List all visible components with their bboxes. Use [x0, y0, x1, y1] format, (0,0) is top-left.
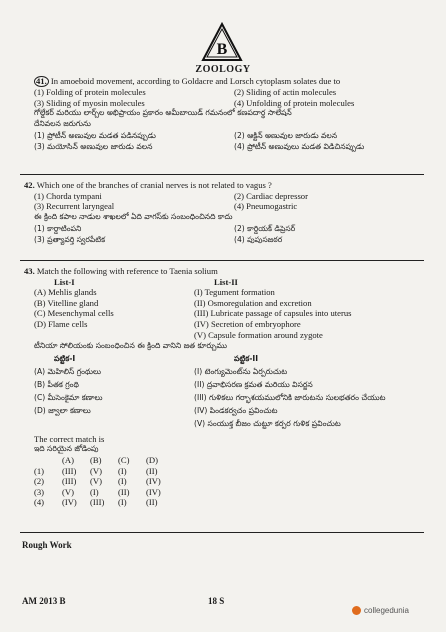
option-4: (4) Pneumogastric: [234, 201, 298, 212]
list-2-item: (II) Osmoregulation and excretion: [194, 297, 312, 308]
option-2: (2) Sliding of actin molecules: [234, 87, 337, 97]
question-text: In amoeboid movement, according to Goldacre and Lorsch cytoplasm solates due to: [50, 76, 341, 86]
row-number: (4): [34, 497, 45, 508]
question-text: Which one of the branches of cranial nerves is not related to vagus ?: [36, 180, 272, 190]
row-number: (1): [34, 465, 45, 476]
option-te-4: (4) పుపుసజఠర: [234, 234, 283, 244]
table-cell: (I): [118, 465, 127, 476]
list-2-title-te: పట్టిక-II: [234, 353, 259, 363]
option-1: (1) Chorda tympani: [34, 190, 102, 201]
list-2-title: List-II: [214, 276, 238, 287]
table-cell: (IV): [146, 476, 161, 487]
match-lists-te: [24, 352, 444, 430]
correct-match-label-te: ఇది సరియైన జోడింపు: [34, 444, 99, 454]
table-cell: (I): [118, 497, 127, 508]
paper-code: AM 2013 B: [22, 596, 66, 606]
option-1: (1) Folding of protein molecules: [34, 87, 146, 97]
divider: [20, 532, 424, 533]
list-2-item-te: (II) ద్రవాభిసరణ క్రమత మరియు విసర్జన: [194, 379, 313, 389]
list-1-item: (D) Flame cells: [34, 318, 88, 329]
list-2-item: (V) Capsule formation around zygote: [194, 329, 323, 340]
list-1-item-te: (B) పీతక గ్రంథి: [34, 379, 79, 389]
question-41: [34, 76, 424, 153]
match-table: [24, 455, 444, 508]
option-4: (4) Unfolding of protein molecules: [234, 97, 355, 108]
list-2-item-te: (I) టెంగ్యుమెంట్‌ను ఏర్పరుచుట: [194, 366, 288, 376]
option-te-2: (2) కార్డియక్ డిప్రెసర్: [234, 224, 296, 234]
question-text-te-2: దేనివలన జరుగును: [34, 118, 91, 128]
collegedunia-logo-icon: [352, 606, 361, 615]
list-1-item-te: (D) జ్వాలా కణాలు: [34, 405, 91, 415]
match-lists-en: [24, 277, 444, 341]
question-42: [24, 180, 424, 246]
set-letter: B: [216, 41, 228, 58]
subject-title: ZOOLOGY: [195, 64, 251, 75]
list-2-item: (IV) Secretion of embryophore: [194, 318, 301, 329]
table-cell: (II): [146, 465, 158, 476]
watermark: [352, 606, 409, 615]
question-text-te-1: గోల్డేకర్ మరియు లార్చ్‌ల అభిప్రాయం ప్రకారం అమీబాయిడ్ గమనంలో కణపదార్థ సాలేషన్: [34, 108, 292, 118]
option-3: (3) Sliding of myosin molecules: [34, 97, 145, 108]
list-1-title: List-I: [54, 276, 75, 287]
option-te-4: (4) ప్రోటీన్ అణువులు మడత విడిచినప్పుడు: [234, 141, 365, 151]
table-cell: (IV): [146, 486, 161, 497]
question-number: 43.: [24, 266, 35, 276]
question-text: Match the following with reference to Taenia solium: [36, 266, 218, 276]
watermark-text: collegedunia: [364, 606, 409, 615]
table-cell: (III): [90, 497, 105, 508]
list-2: [194, 287, 434, 340]
table-corner: [34, 455, 56, 466]
question-text-te: టీనియా సోలియంకు సంబంధించిన ఈ క్రింది వానిని జత కూర్చుము: [34, 341, 228, 351]
question-43: [24, 266, 444, 508]
question-number: 41.: [36, 76, 47, 86]
question-text-te: ఈ క్రింది కపాల నాడుల శాఖలలో ఏది వాగస్‌కు సంబంధించినది కాదు: [34, 211, 233, 221]
divider: [20, 260, 424, 261]
table-cell: (III): [62, 465, 77, 476]
row-number: (2): [34, 476, 45, 487]
options-en: [24, 191, 424, 212]
table-header: (A): [62, 454, 74, 465]
table-header: (C): [118, 454, 130, 465]
option-2: (2) Cardiac depressor: [234, 190, 308, 201]
list-2-te: [194, 365, 444, 430]
question-number: 42.: [24, 180, 35, 190]
table-cell: (I): [118, 476, 127, 487]
options-te: [24, 224, 424, 245]
list-1: [34, 287, 194, 340]
rough-work-label: Rough Work: [22, 540, 72, 550]
option-te-3: (3) ప్రత్యావర్తి స్వరపేటిక: [34, 234, 106, 244]
list-1-item-te: (C) మీసెంకైమా కణాలు: [34, 392, 103, 402]
divider: [20, 174, 424, 175]
table-cell: (III): [62, 476, 77, 487]
table-cell: (V): [62, 486, 74, 497]
list-1-item: (A) Mehlis glands: [34, 287, 97, 298]
table-header: (D): [146, 454, 158, 465]
list-1-title-te: పట్టిక-I: [54, 353, 76, 363]
list-2-item: (I) Tegument formation: [194, 287, 275, 298]
table-cell: (V): [90, 476, 102, 487]
option-te-2: (2) ఆక్టిన్ అణువుల జారుడు వలన: [234, 131, 338, 141]
list-1-item: (C) Mesenchymal cells: [34, 308, 114, 319]
options-te: [34, 131, 424, 152]
option-te-1: (1) ప్రోటీన్ అణువుల మడత పడినప్పుడు: [34, 131, 156, 141]
correct-match-label: The correct match is: [34, 433, 105, 444]
table-cell: (I): [90, 486, 99, 497]
list-2-item-te: (V) సంయుక్త బీజం చుట్టూ కర్పర గుళిక ప్రవించుట: [194, 418, 341, 428]
set-b-triangle-logo: [201, 22, 243, 62]
table-cell: (II): [146, 497, 158, 508]
table-cell: (II): [118, 486, 130, 497]
list-2-item: (III) Lubricate passage of capsules into uterus: [194, 308, 352, 319]
list-1-te: [34, 365, 194, 430]
list-1-item-te: (A) మెహిలిస్ గ్రంథులు: [34, 366, 101, 376]
list-2-item-te: (IV) పిండకర్వచం ప్రవించుట: [194, 405, 278, 415]
option-3: (3) Recurrent laryngeal: [34, 201, 115, 212]
table-cell: (V): [90, 465, 102, 476]
table-cell: (IV): [62, 497, 77, 508]
option-te-1: (1) కార్డాటింపని: [34, 224, 82, 234]
row-number: (3): [34, 486, 45, 497]
list-1-item: (B) Vitelline gland: [34, 297, 99, 308]
table-header: (B): [90, 454, 102, 465]
page-number: 18 S: [208, 596, 225, 606]
option-te-3: (3) మయోసిన్ అణువుల జారుడు వలన: [34, 141, 153, 151]
options-en: [34, 87, 424, 108]
list-2-item-te: (III) గుళికలు గర్భాశయములోనికి జారుటను సులభతరం చేయుట: [194, 392, 386, 402]
